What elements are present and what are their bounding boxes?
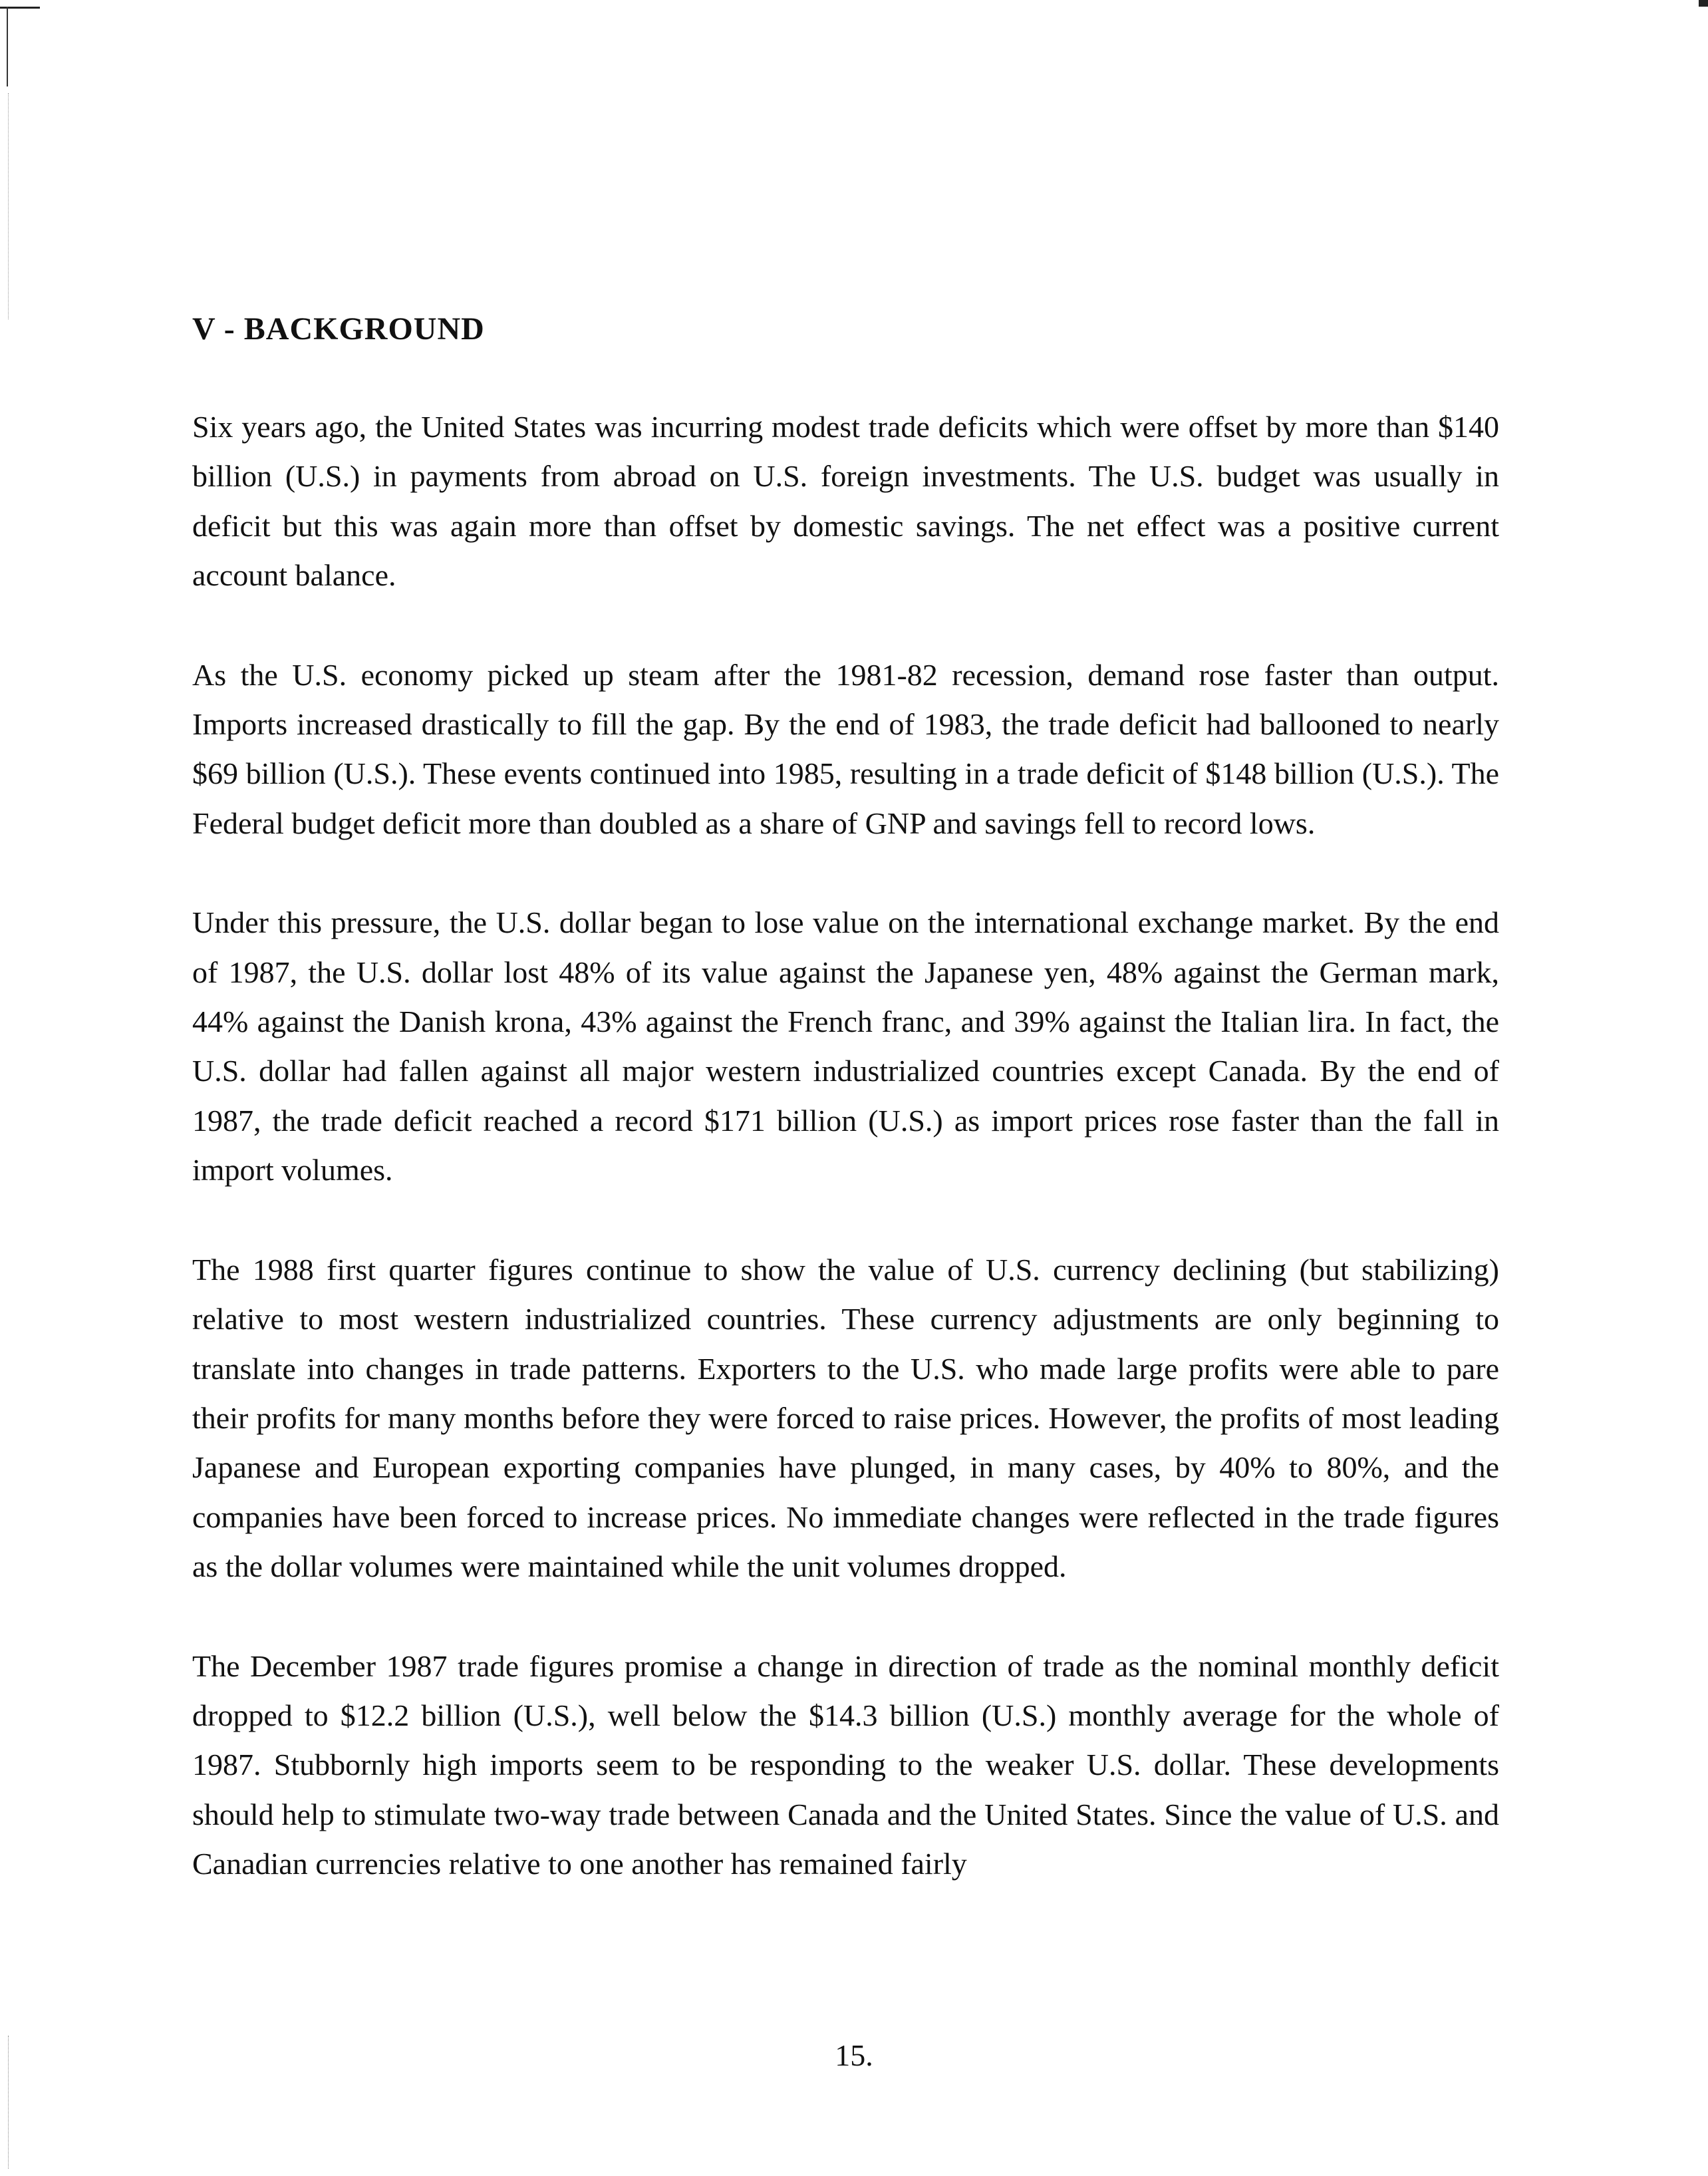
page-number: 15. [835,2038,873,2072]
scan-corner-mark-right [1699,0,1708,7]
scan-margin-line [7,7,8,86]
paragraph-4: The 1988 first quarter figures continue to show the value of U.S. currency declining (but stabilizing) relative to most western industrialized countries. These currency adjustments are only beginning to translate into changes in trade patterns. Exporters to the U.S. who made large profits were able to pare their profits for many months before they were forced to raise prices. However, the profits of most leading Japanese and European exporting companies have plunged, in many cases, by 40% to 80%, and the companies have been forced to increase prices. No immediate changes were reflected in the trade figures as the dollar volumes were maintained while the unit volumes dropped. [192,1252,1499,1584]
scan-corner-mark [0,7,40,9]
paragraph-3: Under this pressure, the U.S. dollar began to lose value on the international exchange market. By the end of 1987, the U.S. dollar lost 48% of its value against the Japanese yen, 48% against the German mark, 44% against the Danish krona, 43% against the French franc, and 39% against the Italian lira. In fact, the U.S. dollar had fallen against all major western industrialized countries except Canada. By the end of 1987, the trade deficit reached a record $171 billion (U.S.) as import prices rose faster than the fall in import volumes. [192,905,1499,1187]
paragraph-1: Six years ago, the United States was incurring modest trade deficits which were offset by more than $140 billion (U.S.) in payments from abroad on U.S. foreign investments. The U.S. budget was usually in deficit but this was again more than offset by domestic savings. The net effect was a positive current account balance. [192,410,1499,593]
section-heading: V - BACKGROUND [192,311,485,347]
scan-margin-dots [8,93,9,319]
page-content [192,303,1499,1939]
paragraph-5: The December 1987 trade figures promise a change in direction of trade as the nominal monthly deficit dropped to $12.2 billion (U.S.), well below the $14.3 billion (U.S.) monthly average for the whole of 1987. Stubbornly high imports seem to be responding to the weaker U.S. dollar. These developments should help to stimulate two-way trade between Canada and the United States. Since the value of U.S. and Canadian currencies relative to one another has remained fairly [192,1648,1499,1881]
paragraph-2: As the U.S. economy picked up steam after the 1981-82 recession, demand rose faster than output. Imports increased drastically to fill the gap. By the end of 1983, the trade deficit had ballooned to nearly $69 billion (U.S.). These events continued into 1985, resulting in a trade deficit of $148 billion (U.S.). The Federal budget deficit more than doubled as a share of GNP and savings fell to record lows. [192,657,1499,840]
